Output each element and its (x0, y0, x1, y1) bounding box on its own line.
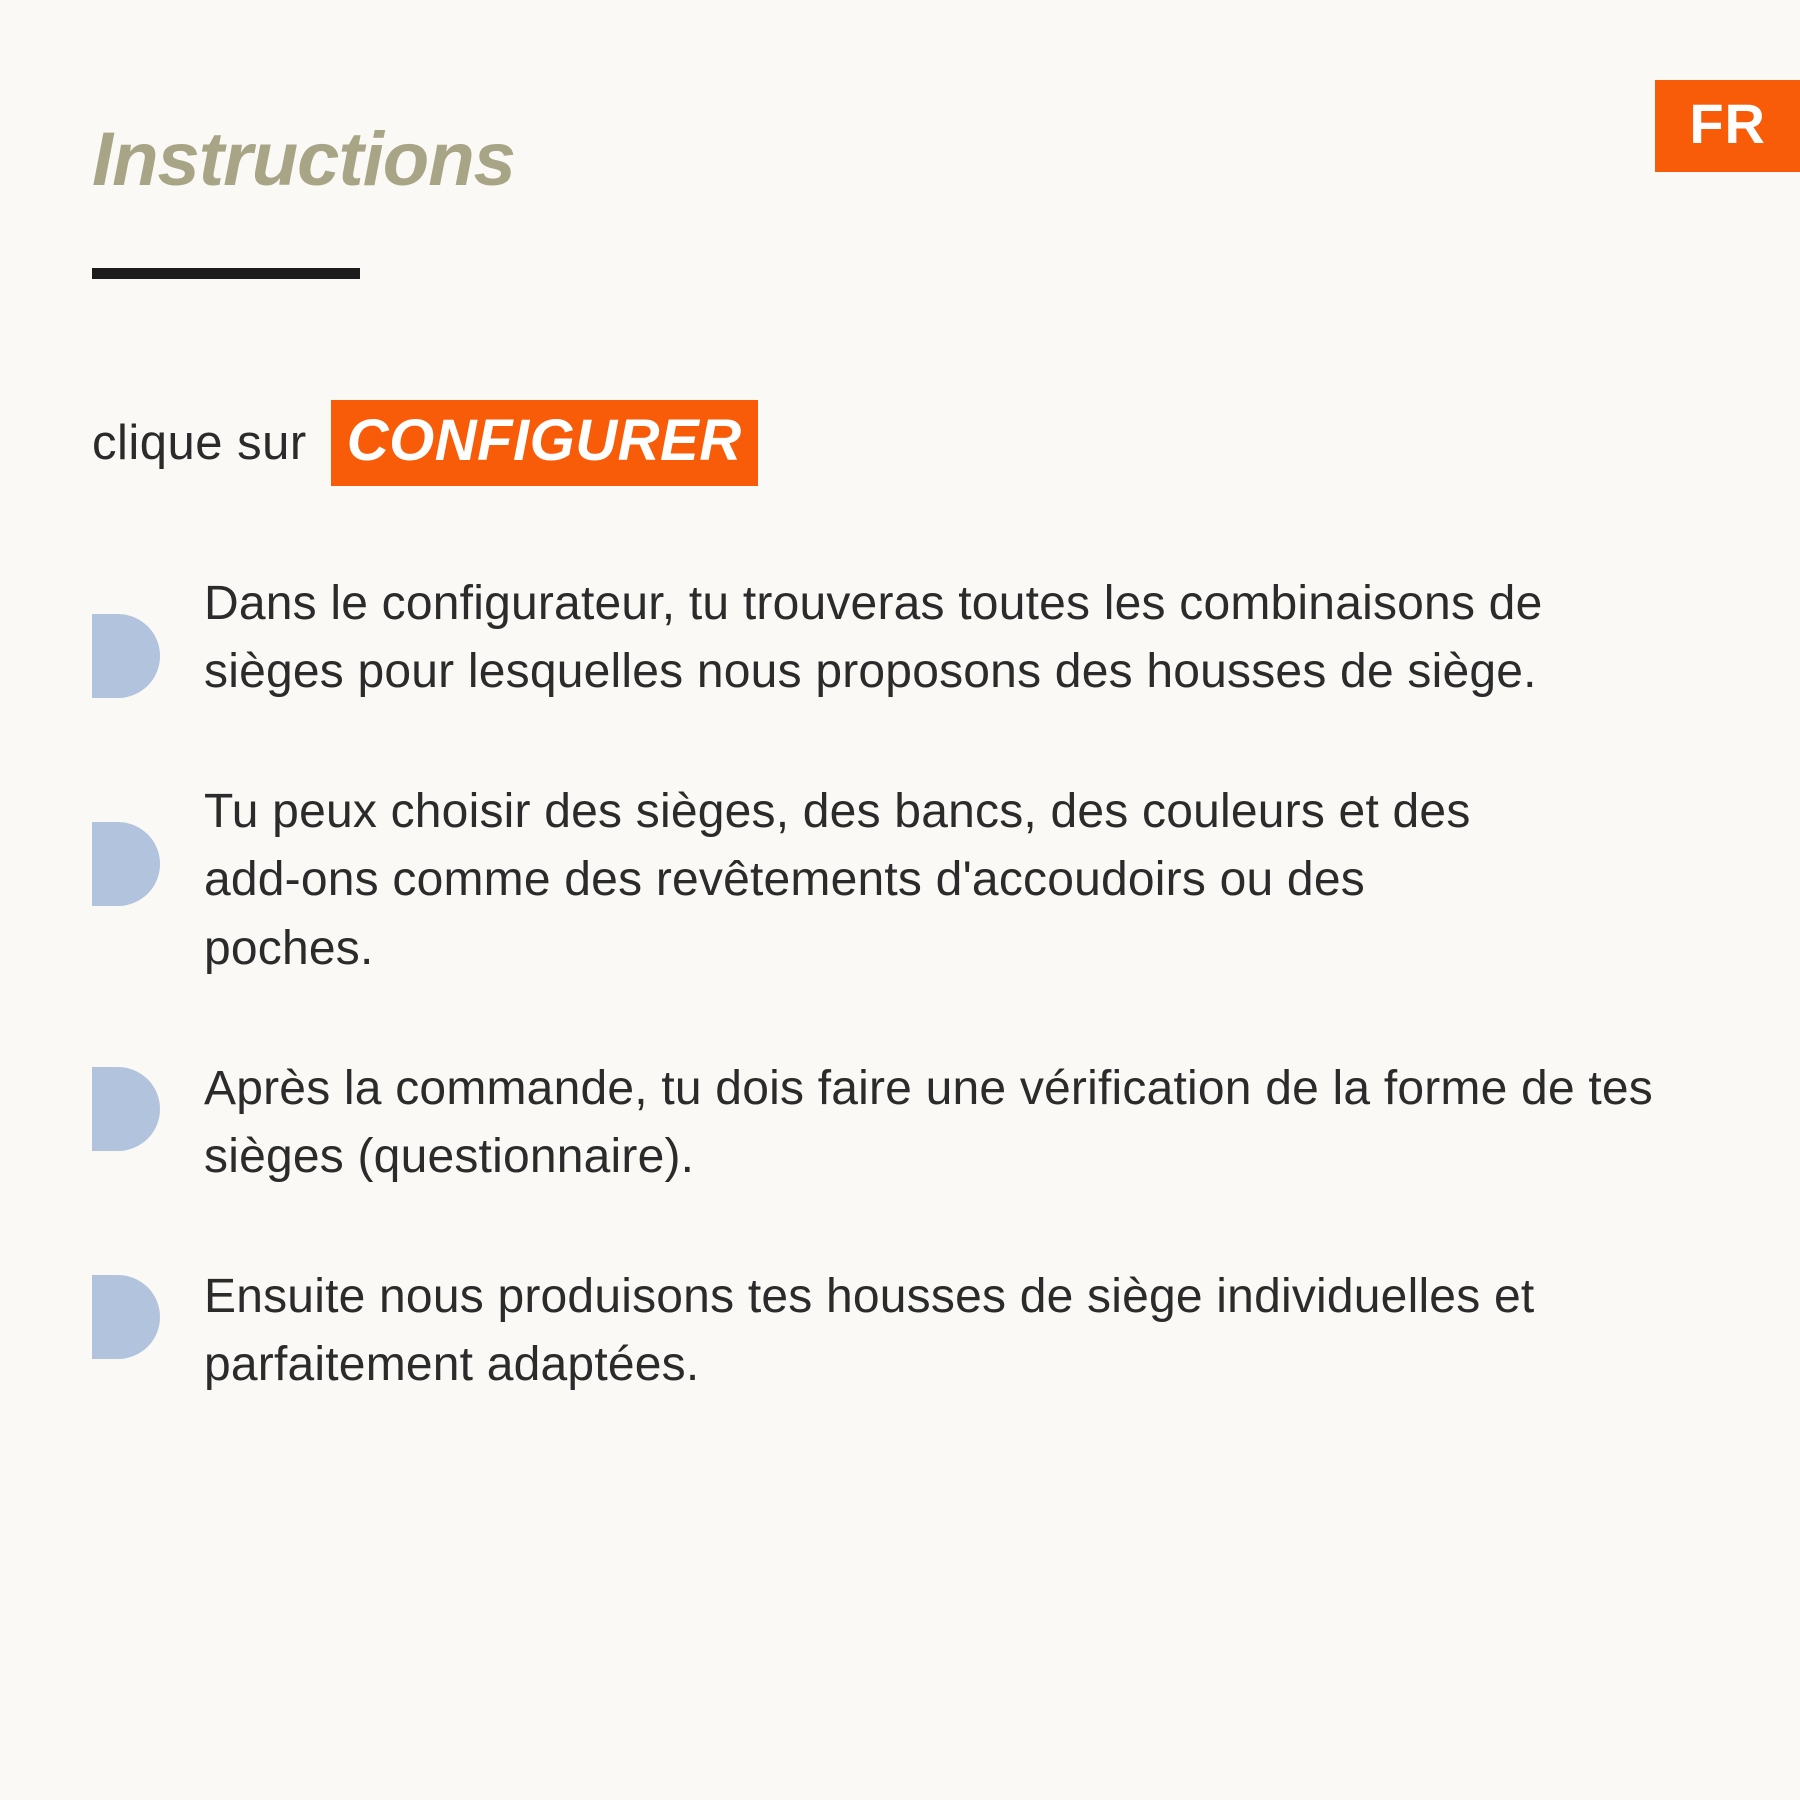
half-pill-bullet-icon (92, 1275, 160, 1359)
language-badge[interactable]: FR (1655, 80, 1800, 172)
half-pill-bullet-icon (92, 1067, 160, 1151)
title-underline-divider (92, 268, 360, 279)
cta-instruction-line (92, 400, 758, 486)
half-pill-bullet-icon (92, 614, 160, 698)
list-item (92, 1263, 1712, 1399)
list-item-text: Tu peux choisir des sièges, des bancs, des couleurs et des add-ons comme des revêtements d'accoudoirs ou des poches. (204, 785, 1471, 975)
cta-lead-text: clique sur (92, 416, 307, 470)
list-item (92, 570, 1712, 706)
list-item-text: Après la commande, tu dois faire une vérification de la forme de tes sièges (questionnaire). (204, 1061, 1654, 1183)
list-item-text: Ensuite nous produisons tes housses de siège individuelles et parfaitement adaptées. (204, 1270, 1535, 1392)
configure-button[interactable]: CONFIGURER (331, 400, 758, 486)
page-title: Instructions (92, 117, 515, 202)
list-item (92, 778, 1712, 982)
instruction-list (92, 570, 1712, 1471)
list-item-text: Dans le configurateur, tu trouveras toutes les combinaisons de sièges pour lesquelles nous proposons des housses de siège. (204, 577, 1543, 699)
list-item (92, 1055, 1712, 1191)
half-pill-bullet-icon (92, 822, 160, 906)
